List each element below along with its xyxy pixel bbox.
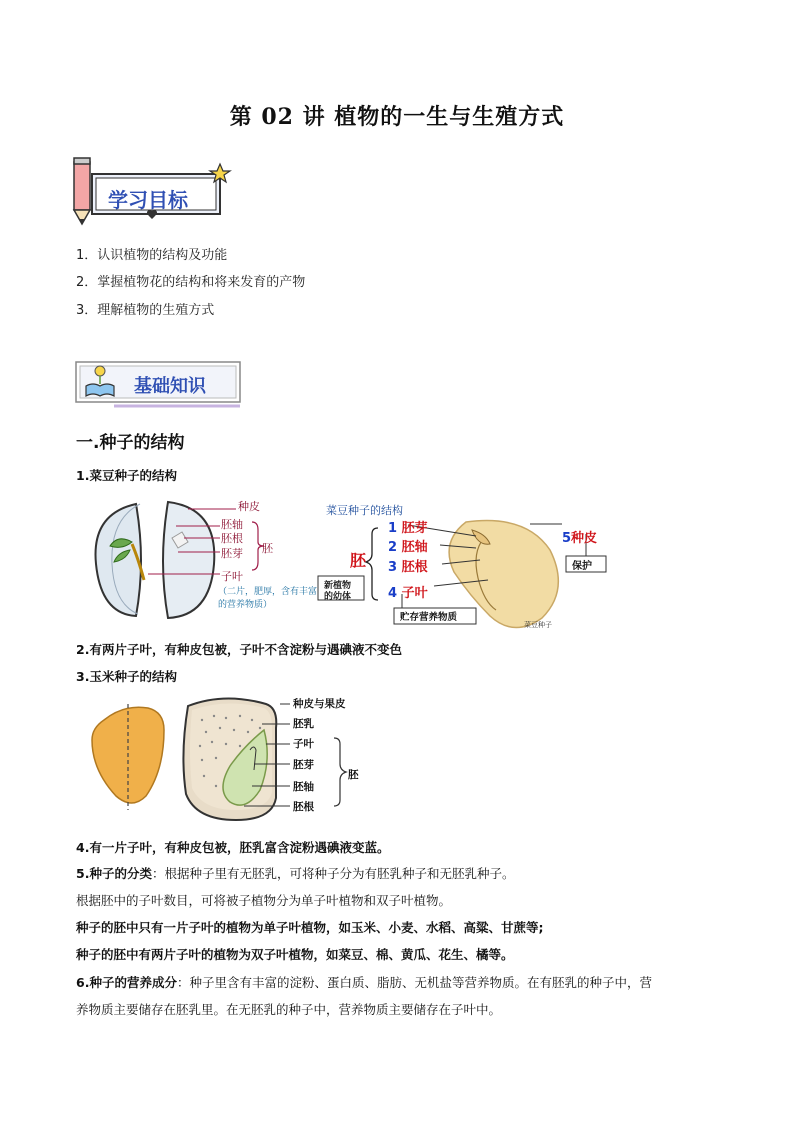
paragraph-5-rest: ：根据种子里有无胚乳，可将种子分为有胚乳种子和无胚乳种子。 — [151, 866, 515, 881]
paragraph-6 — [76, 973, 652, 991]
label-peiya: 胚芽 — [221, 547, 243, 560]
label-zhongpi: 种皮 — [238, 500, 260, 513]
label-peizhou: 胚轴 — [221, 518, 243, 531]
label-corn-peiya: 胚芽 — [293, 759, 314, 771]
goal-item-3: 3．理解植物的生殖方式 — [76, 303, 215, 318]
item1-label: 胚芽 — [401, 521, 428, 536]
study-goals-banner — [70, 156, 235, 228]
goal-item-2: 2．掌握植物花的结构和将来发育的产物 — [76, 275, 306, 290]
paragraph-2: 2.有两片子叶，有种皮包被，子叶不含淀粉与遇碘液不变色 — [76, 642, 402, 657]
basic-knowledge-banner — [74, 358, 244, 410]
paragraph-6b: 养物质主要储存在胚乳里。在无胚乳的种子中，营养物质主要储存在子叶中。 — [76, 1002, 502, 1017]
label-zhucun: 贮存营养物质 — [400, 612, 458, 623]
basic-knowledge-label: 基础知识 — [134, 376, 206, 397]
corn-seed-diagram — [84, 690, 374, 822]
item3-num: 3 — [388, 560, 398, 575]
subsection-title-corn: 3.玉米种子的结构 — [76, 669, 177, 684]
study-goals-label: 学习目标 — [108, 188, 188, 212]
paragraph-5-head: 5.种子的分类 — [76, 866, 152, 881]
paragraph-4: 4.有一片子叶，有种皮包被，胚乳富含淀粉遇碘液变蓝。 — [76, 840, 390, 855]
paragraph-5d: 种子的胚中有两片子叶的植物为双子叶植物，如菜豆、棉、黄瓜、花生、橘等。 — [76, 947, 514, 962]
item4-num: 4 — [388, 586, 398, 601]
paragraph-5 — [76, 864, 514, 882]
goal-item-1: 1．认识植物的结构及功能 — [76, 248, 228, 263]
label-ziye: 子叶 — [221, 570, 243, 583]
label-corn-ziye: 子叶 — [293, 738, 314, 750]
item1-num: 1 — [388, 521, 398, 536]
page-title: 第 02 讲 植物的一生与生殖方式 — [229, 104, 565, 130]
label-xinzhiwu-1: 新植物 — [324, 581, 352, 591]
diagram-caption: 菜豆种子 — [524, 621, 552, 629]
item4-label: 子叶 — [401, 586, 428, 601]
paragraph-5c: 种子的胚中只有一片子叶的植物为单子叶植物，如玉米、小麦、水稻、高粱、甘蔗等; — [76, 920, 544, 935]
bean-seed-labeled-diagram — [316, 500, 616, 632]
label-pei: 胚 — [262, 542, 273, 555]
label-corn-peigen: 胚根 — [293, 801, 314, 813]
paragraph-5b: 根据胚中的子叶数目，可将被子植物分为单子叶植物和双子叶植物。 — [76, 893, 452, 908]
label-guopi: 种皮与果皮 — [293, 698, 346, 710]
label-ziye-note-1: （二片，肥厚，含有丰富 — [218, 587, 318, 597]
label-corn-pei: 胚 — [348, 769, 359, 781]
section-title: 一.种子的结构 — [76, 433, 185, 453]
subsection-title-bean: 1.菜豆种子的结构 — [76, 468, 177, 483]
label-corn-peizhou: 胚轴 — [293, 781, 314, 793]
label-ziye-note-2: 的营养物质） — [218, 600, 273, 610]
pencil-icon — [74, 158, 90, 224]
bean-seed-illustration — [88, 492, 328, 622]
bean-seed-diagram — [88, 492, 328, 622]
diagram-title: 菜豆种子的结构 — [326, 504, 403, 517]
item5-num: 5 — [562, 531, 572, 546]
label-pei-big: 胚 — [350, 551, 367, 570]
item3-label: 胚根 — [401, 560, 428, 575]
paragraph-6-rest: ：种子里含有丰富的淀粉、蛋白质、脂肪、无机盐等营养物质。在有胚乳的种子中，营 — [176, 975, 652, 990]
label-xinzhiwu-2: 的幼体 — [324, 592, 352, 602]
paragraph-6-head: 6.种子的营养成分 — [76, 975, 177, 990]
label-baohu: 保护 — [572, 561, 592, 572]
item2-label: 胚轴 — [401, 540, 428, 555]
label-peigen: 胚根 — [221, 532, 243, 545]
label-peiru: 胚乳 — [293, 718, 314, 730]
item2-num: 2 — [388, 540, 398, 555]
item5-label: 种皮 — [571, 531, 598, 546]
